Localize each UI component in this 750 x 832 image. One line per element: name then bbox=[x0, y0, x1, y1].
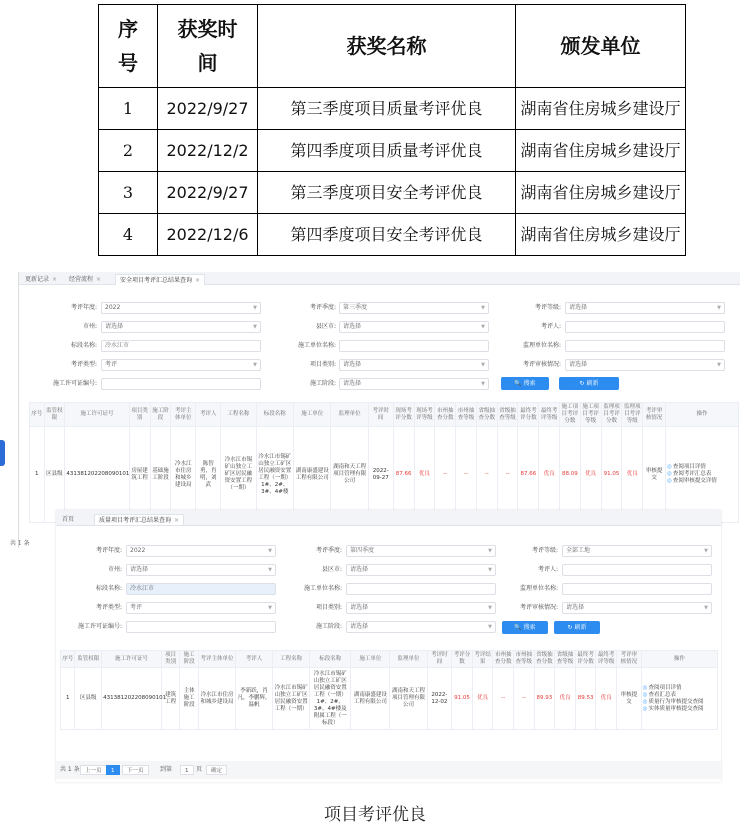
audit-label: 考评审核情况: bbox=[519, 604, 558, 611]
permit-label: 施工许可证编号: bbox=[52, 380, 97, 387]
stage-select[interactable]: 请选择 ▼ bbox=[339, 378, 489, 390]
page-unit-label: 页 bbox=[196, 766, 203, 773]
award-index: 1 bbox=[99, 88, 158, 130]
operation-link[interactable]: ◎ 实体质量审核提交查阅 bbox=[643, 706, 716, 713]
column-header: 考评主体单位 bbox=[198, 651, 235, 668]
person-label: 考评人: bbox=[537, 566, 558, 573]
table-cell: 优良 bbox=[539, 427, 560, 523]
column-header: 考评分数 bbox=[452, 651, 473, 668]
table-cell: 优良 bbox=[472, 668, 493, 730]
column-header: 项目类别 bbox=[129, 403, 150, 427]
table-cell bbox=[666, 427, 739, 523]
category-select[interactable]: 请选择 ▼ bbox=[339, 359, 489, 371]
safety-result-table bbox=[29, 402, 739, 523]
quality-result-table bbox=[60, 650, 718, 730]
column-header: 施工许可证号 bbox=[65, 403, 129, 427]
builder-input[interactable] bbox=[346, 583, 496, 595]
tab-quality-summary[interactable]: 质量项目考评汇总结果查询 × bbox=[94, 514, 184, 525]
column-header: 最终考评分数 bbox=[575, 651, 596, 668]
chevron-down-icon: ▼ bbox=[488, 567, 492, 573]
close-icon[interactable]: × bbox=[195, 277, 201, 284]
chevron-down-icon: ▼ bbox=[481, 324, 485, 330]
table-cell: 区县级 bbox=[44, 427, 65, 523]
table-cell: 2022-09-27 bbox=[368, 427, 393, 523]
sidebar-collapse-handle[interactable] bbox=[0, 440, 5, 466]
table-cell: 1 bbox=[30, 427, 45, 523]
table-row[interactable] bbox=[30, 427, 739, 523]
section-input[interactable]: 冷水江市 bbox=[101, 340, 261, 352]
table-cell: 88.09 bbox=[560, 427, 581, 523]
award-row bbox=[99, 88, 686, 130]
chevron-down-icon: ▼ bbox=[704, 605, 708, 611]
stage-label: 施工阶段: bbox=[315, 623, 342, 630]
operation-link[interactable]: ◎ 查阅项目详情 bbox=[667, 464, 737, 471]
chevron-down-icon: ▼ bbox=[481, 381, 485, 387]
award-index: 4 bbox=[99, 214, 158, 256]
category-label: 项目类别: bbox=[309, 361, 336, 368]
column-header: 考评人 bbox=[196, 403, 221, 427]
column-header: 施工阶段 bbox=[180, 651, 199, 668]
county-label: 县区市: bbox=[315, 323, 336, 330]
table-cell: -- bbox=[456, 427, 477, 523]
column-header: 监管权限 bbox=[75, 651, 102, 668]
next-page-button[interactable]: 下一页 bbox=[122, 765, 149, 775]
column-header: 操作 bbox=[641, 651, 717, 668]
column-header: 序号 bbox=[61, 651, 75, 668]
column-header: 标段名称 bbox=[310, 651, 351, 668]
table-cell: 冷水江市锡矿山独立工矿区居民融资安置工程（一期）1#、2#、3#、4#楼 bbox=[256, 427, 293, 523]
chevron-down-icon: ▼ bbox=[481, 362, 485, 368]
table-cell: 2022-12-02 bbox=[427, 668, 452, 730]
table-cell: 优良 bbox=[622, 427, 643, 523]
table-cell: 431381202208090101 bbox=[102, 668, 162, 730]
column-header: 考评时间 bbox=[368, 403, 393, 427]
table-cell: 冷水江市锡矿山独立工矿区居民融资安置工程（一期） bbox=[221, 427, 256, 523]
table-header-row bbox=[61, 651, 718, 668]
column-header: 省级抽查等级 bbox=[555, 651, 576, 668]
table-cell: 87.66 bbox=[518, 427, 539, 523]
close-icon[interactable]: × bbox=[52, 276, 58, 283]
grade-select[interactable]: 请选择 ▼ bbox=[565, 302, 725, 314]
table-cell: -- bbox=[514, 668, 535, 730]
year-select[interactable]: 2022 ▼ bbox=[126, 545, 276, 557]
quarter-label: 考评季度: bbox=[315, 547, 342, 554]
award-name: 第四季度项目质量考评优良 bbox=[258, 130, 516, 172]
award-issuer: 湖南省住房城乡建设厅 bbox=[516, 130, 686, 172]
table-cell: 1 bbox=[61, 668, 75, 730]
tab-update-log[interactable]: 更新记录 × bbox=[25, 276, 58, 283]
tab-business-flow[interactable]: 经营流程 × bbox=[69, 276, 102, 283]
figure-caption: 项目考评优良 bbox=[324, 805, 426, 825]
total-count: 共 1 条 bbox=[60, 766, 80, 773]
tab-home[interactable]: 首页 bbox=[62, 516, 75, 523]
column-header: 监理项目考评等级 bbox=[622, 403, 643, 427]
person-input[interactable] bbox=[565, 321, 725, 333]
column-header: 省级抽查分数 bbox=[534, 651, 555, 668]
table-cell: 湖南和天工程项目管理有限公司 bbox=[331, 427, 368, 523]
table-cell: 湖南和天工程项目管理有限公司 bbox=[390, 668, 427, 730]
audit-label: 考评审核情况: bbox=[522, 361, 561, 368]
column-header: 省级抽查分数 bbox=[476, 403, 497, 427]
column-header: 项目类别 bbox=[161, 651, 180, 668]
award-table bbox=[98, 4, 686, 256]
table-cell bbox=[641, 668, 717, 730]
section-input[interactable]: 冷水江市 bbox=[126, 583, 276, 595]
close-icon[interactable]: × bbox=[174, 517, 180, 524]
search-button[interactable]: 🔍 搜索 bbox=[502, 621, 548, 634]
county-select[interactable]: 请选择 ▼ bbox=[346, 564, 496, 576]
chevron-down-icon: ▼ bbox=[268, 548, 272, 554]
chevron-down-icon: ▼ bbox=[253, 324, 257, 330]
table-header-row bbox=[30, 403, 739, 427]
grade-label: 考评等级: bbox=[531, 547, 558, 554]
table-cell: 优良 bbox=[555, 668, 576, 730]
column-header: 市州抽查分数 bbox=[493, 651, 514, 668]
column-header: 市州抽查等级 bbox=[514, 651, 535, 668]
stage-label: 施工阶段: bbox=[309, 380, 336, 387]
table-cell: 陈智勇，肖明，刘武 bbox=[196, 427, 221, 523]
section-label: 标段名称: bbox=[70, 342, 97, 349]
column-header: 操作 bbox=[666, 403, 739, 427]
column-header: 施工许可证号 bbox=[102, 651, 162, 668]
column-header: 市州抽查分数 bbox=[435, 403, 456, 427]
table-cell: 审核提交 bbox=[643, 427, 666, 523]
operation-link[interactable]: ◎ 质量行为审核提交查阅 bbox=[643, 699, 716, 706]
column-header: 现场考评等级 bbox=[414, 403, 435, 427]
award-date: 2022/9/27 bbox=[158, 88, 258, 130]
table-cell: -- bbox=[476, 427, 497, 523]
chevron-down-icon: ▼ bbox=[253, 305, 257, 311]
column-header: 施工单位 bbox=[293, 403, 330, 427]
chevron-down-icon: ▼ bbox=[488, 548, 492, 554]
operation-link[interactable]: ◎ 查阅审核提交详情 bbox=[667, 478, 737, 485]
chevron-down-icon: ▼ bbox=[488, 605, 492, 611]
type-label: 考评类型: bbox=[70, 361, 97, 368]
quarter-select[interactable]: 第四季度 ▼ bbox=[346, 545, 496, 557]
award-date: 2022/9/27 bbox=[158, 172, 258, 214]
table-cell: 91.05 bbox=[452, 668, 473, 730]
column-header: 施工单位 bbox=[351, 651, 390, 668]
prev-page-button[interactable]: 上一页 bbox=[80, 765, 107, 775]
year-select[interactable]: 2022 ▼ bbox=[101, 302, 261, 314]
column-header: 监理项目考评分数 bbox=[601, 403, 622, 427]
table-cell: 冷水江市锡矿山独立工矿区居民融资安置工程（一期） bbox=[273, 668, 310, 730]
quarter-select[interactable]: 第三季度 ▼ bbox=[339, 302, 489, 314]
column-header: 监理单位 bbox=[331, 403, 368, 427]
award-row bbox=[99, 172, 686, 214]
table-cell: 优良 bbox=[596, 668, 617, 730]
column-header: 序号 bbox=[30, 403, 45, 427]
table-cell: 优良 bbox=[414, 427, 435, 523]
column-header: 最终考评等级 bbox=[596, 651, 617, 668]
award-index: 3 bbox=[99, 172, 158, 214]
result-count: 共 1 条 bbox=[10, 540, 30, 547]
table-cell: 审核提交 bbox=[616, 668, 641, 730]
grade-select[interactable]: 全部工地 ▼ bbox=[562, 545, 712, 557]
table-cell: 冷水江市住房和城乡建设局 bbox=[198, 668, 235, 730]
column-header: 市州抽查等级 bbox=[456, 403, 477, 427]
column-header: 考评时间 bbox=[427, 651, 452, 668]
award-name: 第三季度项目质量考评优良 bbox=[258, 88, 516, 130]
builder-input[interactable] bbox=[339, 340, 489, 352]
quarter-label: 考评季度: bbox=[309, 304, 336, 311]
table-cell: 房屋建筑工程 bbox=[129, 427, 150, 523]
table-cell: 冷水江市锡矿山独立工矿区居民融资安置工程（一期）1#、2#、3#、4#楼及附属工程（一标段） bbox=[310, 668, 351, 730]
table-cell: 湖南康盛建设工程有限公司 bbox=[293, 427, 330, 523]
column-header: 考评人 bbox=[236, 651, 273, 668]
grade-label: 考评等级: bbox=[534, 304, 561, 311]
supervisor-label: 监理单位名称: bbox=[519, 585, 558, 592]
chevron-down-icon: ▼ bbox=[717, 362, 721, 368]
table-cell: 87.66 bbox=[393, 427, 414, 523]
table-cell: 冷水江市住房和城乡建设局 bbox=[171, 427, 196, 523]
column-header: 工程名称 bbox=[221, 403, 256, 427]
column-header: 考评审核情况 bbox=[643, 403, 666, 427]
column-header: 标段名称 bbox=[256, 403, 293, 427]
table-cell: 91.05 bbox=[601, 427, 622, 523]
quality-evaluation-screenshot bbox=[56, 510, 721, 782]
person-input[interactable] bbox=[562, 564, 712, 576]
city-select[interactable]: 请选择 ▼ bbox=[126, 564, 276, 576]
table-cell: 李新跃，肖凡，李鹏辉，温帆 bbox=[236, 668, 273, 730]
supervisor-input[interactable] bbox=[565, 340, 725, 352]
award-date: 2022/12/2 bbox=[158, 130, 258, 172]
pagination bbox=[56, 761, 721, 779]
table-cell: 431381202208090101 bbox=[65, 427, 129, 523]
column-header: 省级抽查等级 bbox=[497, 403, 518, 427]
column-header: 施工阶段 bbox=[150, 403, 171, 427]
permit-input[interactable] bbox=[126, 621, 276, 633]
award-issuer: 湖南省住房城乡建设厅 bbox=[516, 172, 686, 214]
column-header: 监管权限 bbox=[44, 403, 65, 427]
header-issuer: 颁发单位 bbox=[516, 5, 686, 88]
table-row[interactable] bbox=[61, 668, 718, 730]
table-cell: 优良 bbox=[580, 427, 601, 523]
table-cell: -- bbox=[497, 427, 518, 523]
type-select[interactable]: 考评 ▼ bbox=[101, 359, 261, 371]
page-1-button[interactable]: 1 bbox=[106, 765, 120, 775]
supervisor-label: 监理单位名称: bbox=[522, 342, 561, 349]
person-label: 考评人: bbox=[540, 323, 561, 330]
builder-label: 施工单位名称: bbox=[297, 342, 336, 349]
table-cell: 基础施工阶段 bbox=[150, 427, 171, 523]
column-header: 考评审核情况 bbox=[616, 651, 641, 668]
award-name: 第三季度项目安全考评优良 bbox=[258, 172, 516, 214]
chevron-down-icon: ▼ bbox=[488, 624, 492, 630]
column-header: 考评主体单位 bbox=[171, 403, 196, 427]
type-label: 考评类型: bbox=[95, 604, 122, 611]
year-label: 考评年度: bbox=[95, 547, 122, 554]
reset-button[interactable]: ↻ 刷新 bbox=[554, 621, 600, 634]
table-cell: 89.53 bbox=[575, 668, 596, 730]
award-issuer: 湖南省住房城乡建设厅 bbox=[516, 214, 686, 256]
column-header: 施工项目考评分数 bbox=[560, 403, 581, 427]
table-cell: 建筑工程 bbox=[161, 668, 180, 730]
year-label: 考评年度: bbox=[70, 304, 97, 311]
permit-input[interactable] bbox=[101, 378, 261, 390]
audit-select[interactable]: 请选择 ▼ bbox=[565, 359, 725, 371]
tab-safety-summary[interactable]: 安全项目考评汇总结果查询 × bbox=[115, 274, 205, 285]
award-row bbox=[99, 214, 686, 256]
county-label: 县区市: bbox=[321, 566, 342, 573]
stage-select[interactable]: 请选择 ▼ bbox=[346, 621, 496, 633]
safety-evaluation-screenshot bbox=[18, 272, 740, 548]
table-cell: -- bbox=[435, 427, 456, 523]
table-cell: 湖南康盛建设工程有限公司 bbox=[351, 668, 390, 730]
operation-link[interactable]: ◎ 查阅考评汇总表 bbox=[667, 471, 737, 478]
close-icon[interactable]: × bbox=[96, 276, 102, 283]
column-header: 监理单位 bbox=[390, 651, 427, 668]
chevron-down-icon: ▼ bbox=[268, 605, 272, 611]
award-table-header bbox=[99, 5, 686, 88]
chevron-down-icon: ▼ bbox=[704, 548, 708, 554]
column-header: 施工项目考评等级 bbox=[580, 403, 601, 427]
tab-bar bbox=[56, 510, 721, 526]
tab-bar bbox=[19, 272, 740, 285]
column-header: 现场考评分数 bbox=[393, 403, 414, 427]
section-label: 标段名称: bbox=[95, 585, 122, 592]
goto-page-input[interactable]: 1 bbox=[180, 765, 194, 775]
header-date: 获奖时间 bbox=[158, 5, 258, 88]
audit-select[interactable]: 请选择 ▼ bbox=[562, 602, 712, 614]
county-select[interactable]: 请选择 ▼ bbox=[339, 321, 489, 333]
type-select[interactable]: 考评 ▼ bbox=[126, 602, 276, 614]
operation-link[interactable]: ◎ 查看汇总表 bbox=[643, 692, 716, 699]
column-header: 考评结果 bbox=[472, 651, 493, 668]
table-cell: -- bbox=[493, 668, 514, 730]
chevron-down-icon: ▼ bbox=[481, 305, 485, 311]
column-header: 工程名称 bbox=[273, 651, 310, 668]
award-issuer: 湖南省住房城乡建设厅 bbox=[516, 88, 686, 130]
search-button[interactable]: 🔍 搜索 bbox=[501, 377, 549, 390]
category-label: 项目类别: bbox=[315, 604, 342, 611]
permit-label: 施工许可证编号: bbox=[77, 623, 122, 630]
header-index: 序号 bbox=[99, 5, 158, 88]
category-select[interactable]: 请选择 ▼ bbox=[346, 602, 496, 614]
city-label: 市州: bbox=[82, 323, 97, 330]
city-select[interactable]: 请选择 ▼ bbox=[101, 321, 261, 333]
builder-label: 施工单位名称: bbox=[303, 585, 342, 592]
column-header: 最终考评分数 bbox=[518, 403, 539, 427]
chevron-down-icon: ▼ bbox=[268, 567, 272, 573]
header-award-name: 获奖名称 bbox=[258, 5, 516, 88]
table-cell: 区县级 bbox=[75, 668, 102, 730]
city-label: 市州: bbox=[107, 566, 122, 573]
award-name: 第四季度项目安全考评优良 bbox=[258, 214, 516, 256]
column-header: 最终考评等级 bbox=[539, 403, 560, 427]
confirm-button[interactable]: 确定 bbox=[206, 765, 227, 775]
reset-button[interactable]: ↻ 刷新 bbox=[559, 377, 619, 390]
award-row bbox=[99, 130, 686, 172]
goto-label: 到第 bbox=[160, 766, 173, 773]
chevron-down-icon: ▼ bbox=[253, 362, 257, 368]
table-cell: 主体施工阶段 bbox=[180, 668, 199, 730]
supervisor-input[interactable] bbox=[562, 583, 712, 595]
chevron-down-icon: ▼ bbox=[717, 305, 721, 311]
award-date: 2022/12/6 bbox=[158, 214, 258, 256]
table-cell: 89.93 bbox=[534, 668, 555, 730]
award-index: 2 bbox=[99, 130, 158, 172]
operation-link[interactable]: ◎ 查阅项目详情 bbox=[643, 685, 716, 692]
